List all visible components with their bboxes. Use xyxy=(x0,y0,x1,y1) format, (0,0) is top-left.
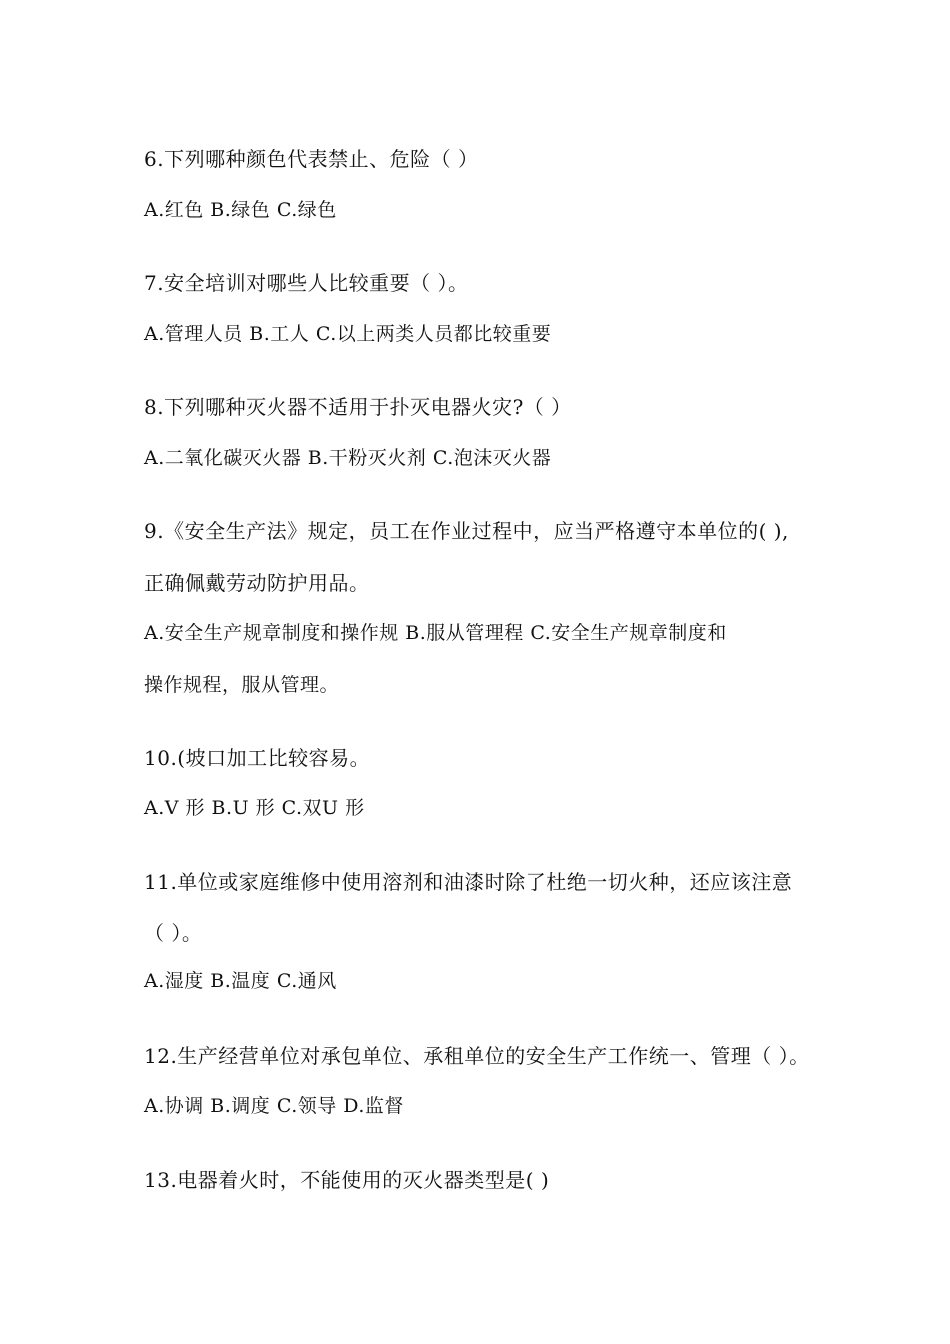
question-8-options: A.二氧化碳灭火器 B.干粉灭火剂 C.泡沫灭火器 xyxy=(144,447,552,469)
question-10-stem: 10.(坡口加工比较容易。 xyxy=(144,746,371,770)
question-11-options: A.湿度 B.温度 C.通风 xyxy=(144,970,337,992)
question-8-stem: 8.下列哪种灭火器不适用于扑灭电器火灾?（ ） xyxy=(144,395,572,419)
question-12-stem: 12.生产经营单位对承包单位、承租单位的安全生产工作统一、管理（ ）。 xyxy=(144,1044,810,1068)
question-12-options: A.协调 B.调度 C.领导 D.监督 xyxy=(144,1095,404,1117)
question-7-options: A.管理人员 B.工人 C.以上两类人员都比较重要 xyxy=(144,323,552,345)
question-9-options-line-1: A.安全生产规章制度和操作规 B.服从管理程 C.安全生产规章制度和 xyxy=(144,622,727,644)
question-13-stem: 13.电器着火时，不能使用的灭火器类型是( ) xyxy=(144,1168,550,1192)
question-9-stem-line-2: 正确佩戴劳动防护用品。 xyxy=(144,571,370,595)
question-11-stem-line-1: 11.单位或家庭维修中使用溶剂和油漆时除了杜绝一切火种，还应该注意 xyxy=(144,870,793,894)
question-9-options-line-2: 操作规程，服从管理。 xyxy=(144,674,340,696)
question-11-stem-line-2: （ ）。 xyxy=(144,921,203,945)
question-9-stem-line-1: 9.《安全生产法》规定，员工在作业过程中，应当严格遵守本单位的( ), xyxy=(144,519,789,543)
question-7-stem: 7.安全培训对哪些人比较重要（ ）。 xyxy=(144,271,469,295)
question-10-options: A.V 形 B.U 形 C.双U 形 xyxy=(144,797,365,819)
question-6-stem: 6.下列哪种颜色代表禁止、危险（ ） xyxy=(144,147,479,171)
question-6-options: A.红色 B.绿色 C.绿色 xyxy=(144,199,337,221)
